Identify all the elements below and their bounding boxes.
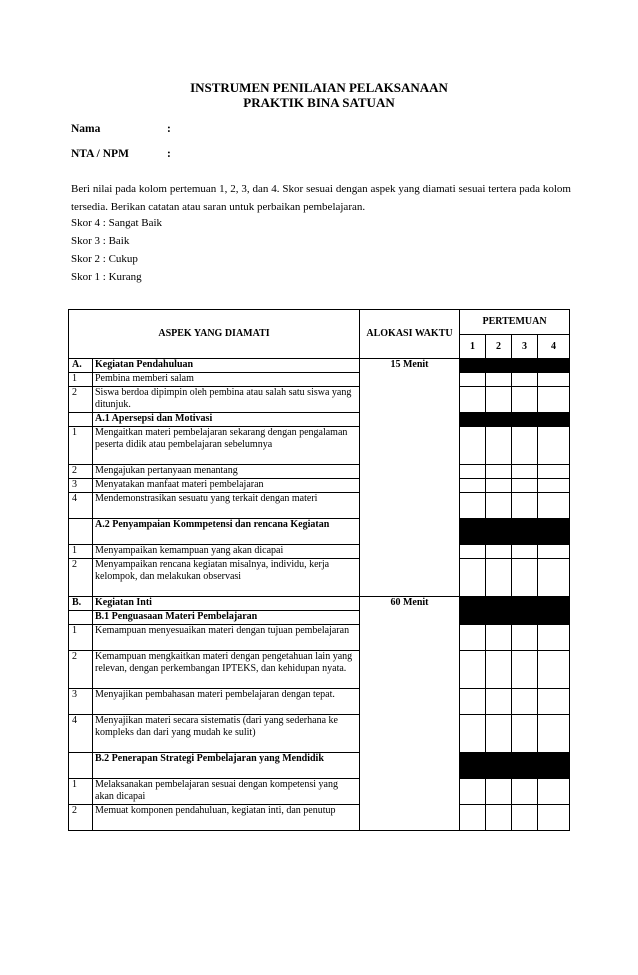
row-aspect-text: Kemampuan mengkaitkan materi dengan pengetahuan lain yang relevan, dengan perkembangan IPTEKS, dan kehidupan nyata.: [93, 651, 360, 689]
score-cell-pertemuan-1: [460, 359, 486, 373]
row-number: 2: [69, 465, 93, 479]
score-cell-pertemuan-4[interactable]: [538, 493, 570, 519]
score-cell-pertemuan-1: [460, 611, 486, 625]
score-cell-pertemuan-1[interactable]: [460, 625, 486, 651]
score-cell-pertemuan-4[interactable]: [538, 779, 570, 805]
score-cell-pertemuan-3[interactable]: [512, 373, 538, 387]
score-cell-pertemuan-2: [486, 753, 512, 779]
score-cell-pertemuan-4: [538, 611, 570, 625]
row-number: 1: [69, 625, 93, 651]
score-cell-pertemuan-1[interactable]: [460, 651, 486, 689]
score-cell-pertemuan-3[interactable]: [512, 651, 538, 689]
score-cell-pertemuan-4[interactable]: [538, 805, 570, 831]
row-number: [69, 611, 93, 625]
score-cell-pertemuan-4[interactable]: [538, 427, 570, 465]
row-aspect-text: B.2 Penerapan Strategi Pembelajaran yang Mendidik: [93, 753, 360, 779]
table-row: [69, 545, 570, 559]
table-row: [69, 359, 570, 373]
row-number: B.: [69, 597, 93, 611]
table-row: [69, 373, 570, 387]
nama-colon: :: [167, 123, 171, 135]
score-cell-pertemuan-4: [538, 359, 570, 373]
score-cell-pertemuan-2[interactable]: [486, 493, 512, 519]
score-cell-pertemuan-3[interactable]: [512, 545, 538, 559]
score-line-4: Skor 4 : Sangat Baik: [71, 217, 163, 229]
score-cell-pertemuan-1[interactable]: [460, 779, 486, 805]
nta-npm-colon: :: [167, 148, 171, 160]
score-cell-pertemuan-4[interactable]: [538, 625, 570, 651]
row-number: [69, 413, 93, 427]
header-pertemuan-1: 1: [460, 335, 486, 359]
table-row: [69, 805, 570, 831]
score-cell-pertemuan-4: [538, 753, 570, 779]
score-cell-pertemuan-3: [512, 611, 538, 625]
score-cell-pertemuan-3: [512, 597, 538, 611]
table-row: [69, 427, 570, 465]
instructions-paragraph: Beri nilai pada kolom pertemuan 1, 2, 3, dan 4. Skor sesuai dengan aspek yang diamati sesuai tertera pada kolom tersedia. Berikan catatan atau saran untuk perbaikan pembelajaran.: [71, 183, 571, 213]
row-number: [69, 753, 93, 779]
score-cell-pertemuan-3[interactable]: [512, 427, 538, 465]
row-number: 2: [69, 387, 93, 413]
score-cell-pertemuan-4: [538, 413, 570, 427]
row-aspect-text: Kegiatan Inti: [93, 597, 360, 611]
score-cell-pertemuan-1[interactable]: [460, 465, 486, 479]
score-cell-pertemuan-1[interactable]: [460, 479, 486, 493]
score-cell-pertemuan-3[interactable]: [512, 493, 538, 519]
row-number: 2: [69, 559, 93, 597]
score-cell-pertemuan-2[interactable]: [486, 715, 512, 753]
score-cell-pertemuan-1[interactable]: [460, 715, 486, 753]
table-row: [69, 625, 570, 651]
score-cell-pertemuan-2: [486, 519, 512, 545]
table-row: [69, 753, 570, 779]
row-aspect-text: A.1 Apersepsi dan Motivasi: [93, 413, 360, 427]
score-cell-pertemuan-4: [538, 519, 570, 545]
table-row: [69, 779, 570, 805]
row-aspect-text: Melaksanakan pembelajaran sesuai dengan kompetensi yang akan dicapai: [93, 779, 360, 805]
row-alokasi-waktu: 60 Menit: [360, 597, 460, 831]
score-cell-pertemuan-3[interactable]: [512, 689, 538, 715]
score-cell-pertemuan-4[interactable]: [538, 465, 570, 479]
score-cell-pertemuan-2[interactable]: [486, 689, 512, 715]
row-aspect-text: Mengaitkan materi pembelajaran sekarang dengan pengalaman peserta didik atau pembelajaran sebelumnya: [93, 427, 360, 465]
row-number: 2: [69, 651, 93, 689]
score-cell-pertemuan-4[interactable]: [538, 479, 570, 493]
score-cell-pertemuan-3[interactable]: [512, 715, 538, 753]
row-number: 1: [69, 545, 93, 559]
row-number: 3: [69, 479, 93, 493]
row-aspect-text: Pembina memberi salam: [93, 373, 360, 387]
score-cell-pertemuan-1[interactable]: [460, 689, 486, 715]
score-cell-pertemuan-2[interactable]: [486, 779, 512, 805]
score-cell-pertemuan-3: [512, 413, 538, 427]
score-cell-pertemuan-2: [486, 611, 512, 625]
score-cell-pertemuan-4[interactable]: [538, 651, 570, 689]
score-cell-pertemuan-4: [538, 597, 570, 611]
score-cell-pertemuan-4[interactable]: [538, 689, 570, 715]
row-aspect-text: Menyatakan manfaat materi pembelajaran: [93, 479, 360, 493]
row-aspect-text: Menyampaikan kemampuan yang akan dicapai: [93, 545, 360, 559]
header-alokasi: ALOKASI WAKTU: [360, 310, 460, 359]
score-cell-pertemuan-2[interactable]: [486, 545, 512, 559]
row-number: 4: [69, 493, 93, 519]
row-number: [69, 519, 93, 545]
row-aspect-text: Menyajikan pembahasan materi pembelajaran dengan tepat.: [93, 689, 360, 715]
score-cell-pertemuan-3[interactable]: [512, 465, 538, 479]
score-cell-pertemuan-2: [486, 413, 512, 427]
row-aspect-text: Siswa berdoa dipimpin oleh pembina atau salah satu siswa yang ditunjuk.: [93, 387, 360, 413]
row-aspect-text: A.2 Penyampaian Kommpetensi dan rencana Kegiatan: [93, 519, 360, 545]
row-number: 2: [69, 805, 93, 831]
table-row: [69, 493, 570, 519]
document-title-line2: PRAKTIK BINA SATUAN: [243, 95, 395, 110]
score-cell-pertemuan-1: [460, 413, 486, 427]
score-cell-pertemuan-4[interactable]: [538, 545, 570, 559]
row-aspect-text: Menyajikan materi secara sistematis (dari yang sederhana ke kompleks dan dari yang mudah ke sulit): [93, 715, 360, 753]
score-cell-pertemuan-3: [512, 359, 538, 373]
score-cell-pertemuan-2: [486, 359, 512, 373]
table-row: [69, 465, 570, 479]
score-cell-pertemuan-1[interactable]: [460, 373, 486, 387]
row-number: 1: [69, 373, 93, 387]
row-aspect-text: Memuat komponen pendahuluan, kegiatan inti, dan penutup: [93, 805, 360, 831]
score-line-1: Skor 1 : Kurang: [71, 271, 142, 283]
score-cell-pertemuan-2[interactable]: [486, 559, 512, 597]
score-cell-pertemuan-3[interactable]: [512, 387, 538, 413]
row-aspect-text: Mendemonstrasikan sesuatu yang terkait dengan materi: [93, 493, 360, 519]
document-title-line1: INSTRUMEN PENILAIAN PELAKSANAAN: [190, 80, 448, 95]
row-aspect-text: Menyampaikan rencana kegiatan misalnya, individu, kerja kelompok, dan melakukan observasi: [93, 559, 360, 597]
header-pertemuan-3: 3: [512, 335, 538, 359]
table-row: [69, 479, 570, 493]
score-line-3: Skor 3 : Baik: [71, 235, 130, 247]
score-cell-pertemuan-3[interactable]: [512, 479, 538, 493]
score-cell-pertemuan-4[interactable]: [538, 559, 570, 597]
score-cell-pertemuan-4[interactable]: [538, 387, 570, 413]
row-aspect-text: B.1 Penguasaan Materi Pembelajaran: [93, 611, 360, 625]
score-line-2: Skor 2 : Cukup: [71, 253, 138, 265]
score-cell-pertemuan-2[interactable]: [486, 651, 512, 689]
assessment-table: [68, 309, 570, 831]
table-row: [69, 559, 570, 597]
nama-label: Nama: [71, 123, 101, 135]
score-cell-pertemuan-3[interactable]: [512, 559, 538, 597]
row-aspect-text: Mengajukan pertanyaan menantang: [93, 465, 360, 479]
score-cell-pertemuan-3: [512, 753, 538, 779]
score-cell-pertemuan-2[interactable]: [486, 805, 512, 831]
nta-npm-label: NTA / NPM: [71, 148, 129, 160]
score-cell-pertemuan-2[interactable]: [486, 427, 512, 465]
score-cell-pertemuan-1[interactable]: [460, 559, 486, 597]
score-cell-pertemuan-2[interactable]: [486, 465, 512, 479]
row-aspect-text: Kemampuan menyesuaikan materi dengan tujuan pembelajaran: [93, 625, 360, 651]
header-pertemuan-4: 4: [538, 335, 570, 359]
score-cell-pertemuan-3: [512, 519, 538, 545]
header-pertemuan-2: 2: [486, 335, 512, 359]
score-cell-pertemuan-2[interactable]: [486, 479, 512, 493]
table-row: [69, 611, 570, 625]
score-cell-pertemuan-4[interactable]: [538, 373, 570, 387]
score-cell-pertemuan-1[interactable]: [460, 387, 486, 413]
table-row: [69, 651, 570, 689]
row-number: 1: [69, 779, 93, 805]
table-row: [69, 689, 570, 715]
score-cell-pertemuan-1[interactable]: [460, 493, 486, 519]
row-aspect-text: Kegiatan Pendahuluan: [93, 359, 360, 373]
score-cell-pertemuan-1[interactable]: [460, 545, 486, 559]
table-row: [69, 387, 570, 413]
row-number: 4: [69, 715, 93, 753]
score-cell-pertemuan-3[interactable]: [512, 779, 538, 805]
table-row: [69, 413, 570, 427]
score-cell-pertemuan-1[interactable]: [460, 805, 486, 831]
score-cell-pertemuan-2[interactable]: [486, 625, 512, 651]
score-cell-pertemuan-2[interactable]: [486, 387, 512, 413]
header-aspek: ASPEK YANG DIAMATI: [69, 310, 360, 359]
score-cell-pertemuan-3[interactable]: [512, 625, 538, 651]
row-number: 3: [69, 689, 93, 715]
score-cell-pertemuan-1: [460, 597, 486, 611]
row-number: A.: [69, 359, 93, 373]
score-cell-pertemuan-1: [460, 519, 486, 545]
score-cell-pertemuan-4[interactable]: [538, 715, 570, 753]
score-cell-pertemuan-3[interactable]: [512, 805, 538, 831]
score-cell-pertemuan-1: [460, 753, 486, 779]
table-row: [69, 519, 570, 545]
score-cell-pertemuan-2[interactable]: [486, 373, 512, 387]
row-number: 1: [69, 427, 93, 465]
header-pertemuan: PERTEMUAN: [460, 310, 570, 335]
score-cell-pertemuan-1[interactable]: [460, 427, 486, 465]
score-cell-pertemuan-2: [486, 597, 512, 611]
table-row: [69, 597, 570, 611]
table-row: [69, 715, 570, 753]
row-alokasi-waktu: 15 Menit: [360, 359, 460, 597]
